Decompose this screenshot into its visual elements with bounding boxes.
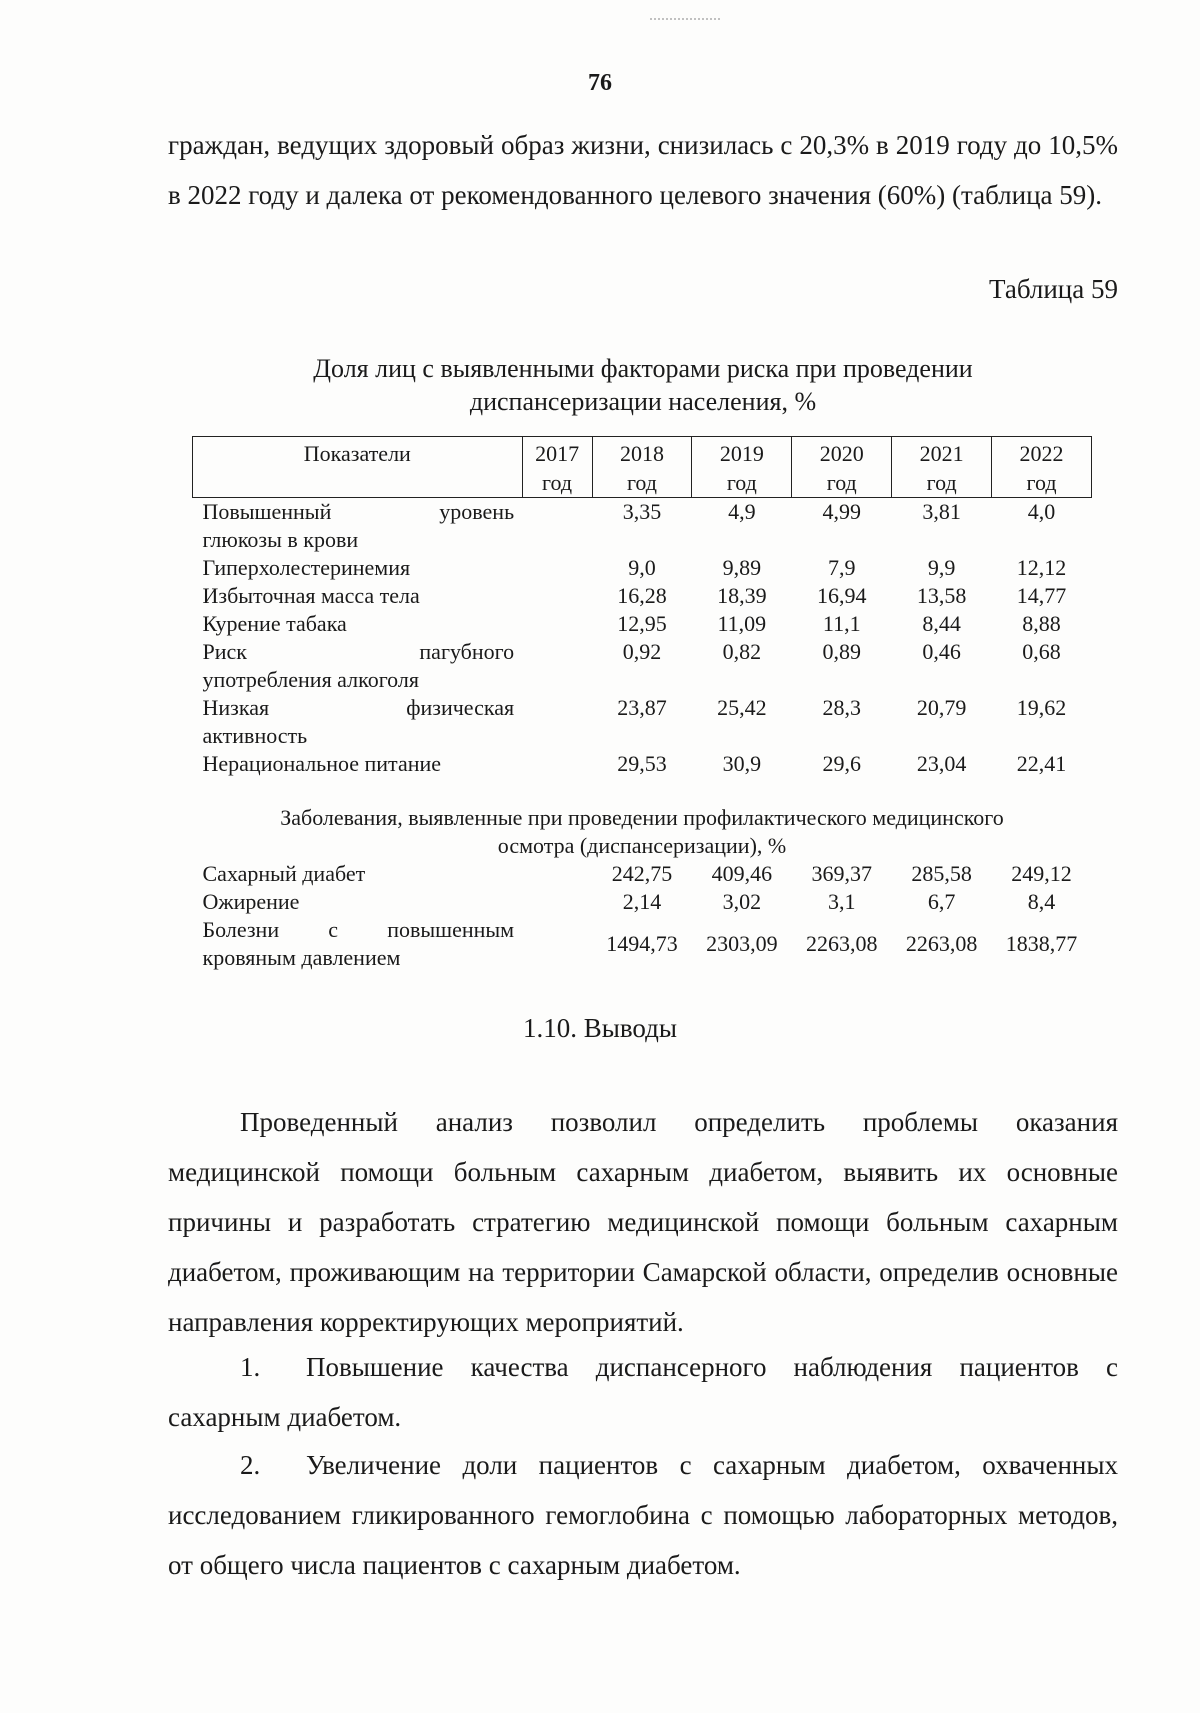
list-item: [168, 1440, 1118, 1590]
header-year: 2018 год: [592, 437, 692, 498]
row-label: Нерациональное питание: [202, 751, 442, 776]
table-cell: [522, 554, 592, 582]
table-cell: 9,0: [628, 555, 656, 580]
table-cell: [522, 638, 592, 694]
table-cell: 25,42: [717, 695, 767, 720]
subheader-line-1: Заболевания, выявленные при проведении профилактического медицинского: [280, 805, 1004, 830]
header-year: 2017 год: [522, 437, 592, 498]
table-cell: 16,28: [617, 583, 667, 608]
scan-artifact: [650, 18, 720, 26]
table-title-line-1: Доля лиц с выявленными факторами риска при проведении: [313, 354, 973, 383]
table-cell: 2263,08: [905, 931, 978, 956]
table-cell: 11,09: [717, 611, 767, 636]
table-cell: 18,39: [717, 583, 767, 608]
table-cell: 3,1: [827, 889, 856, 914]
table-cell: 14,77: [1016, 583, 1067, 608]
table-subheader-row: [193, 778, 1092, 860]
row-label: Избыточная масса тела: [202, 583, 420, 608]
table-row: [193, 888, 1092, 916]
table-title-line-2: диспансеризации населения, %: [469, 387, 817, 416]
table-label: Таблица 59: [989, 274, 1118, 304]
list-item-number: 1.: [240, 1352, 261, 1382]
table-cell: [522, 916, 592, 972]
table-cell: 409,46: [711, 861, 773, 886]
table-cell: 22,41: [1016, 751, 1067, 776]
list-item-text: Повышение качества диспансерного наблюдения пациентов с сахарным диабетом.: [168, 1352, 1118, 1432]
row-label: Гиперхолестеринемия: [202, 555, 411, 580]
table-cell: 29,6: [822, 751, 861, 776]
table-cell: 4,99: [822, 499, 861, 524]
table-row: [193, 860, 1092, 888]
header-year: 2022 год: [992, 437, 1092, 498]
table-cell: 8,4: [1027, 889, 1056, 914]
row-label: Ожирение: [202, 889, 300, 914]
table-cell: 1838,77: [1005, 931, 1078, 956]
table-cell: 2303,09: [706, 931, 778, 956]
header-year: 2019 год: [692, 437, 792, 498]
header-year: 2020 год: [792, 437, 892, 498]
table-cell: 8,88: [1022, 611, 1061, 636]
row-label: Сахарный диабет: [202, 861, 366, 886]
table-cell: 0,46: [922, 639, 961, 664]
table-row: [193, 916, 1092, 972]
page-number: 76: [588, 70, 612, 96]
table-cell: 3,02: [722, 889, 762, 914]
row-label: Риск пагубного употребления алкоголя: [202, 639, 515, 692]
table-cell: [522, 610, 592, 638]
list-item: [168, 1342, 1118, 1442]
table-cell: [522, 498, 592, 555]
table-row: [193, 610, 1092, 638]
table-row: [193, 694, 1092, 750]
table-cell: [522, 888, 592, 916]
table-cell: 1494,73: [606, 931, 678, 956]
risk-factors-table: [192, 436, 1092, 972]
table-cell: 0,92: [622, 639, 662, 664]
table-row: [193, 750, 1092, 778]
table-cell: 285,58: [911, 861, 972, 886]
table-cell: 29,53: [617, 751, 667, 776]
subheader-line-2: осмотра (диспансеризации), %: [497, 833, 787, 858]
table-cell: 9,9: [927, 555, 956, 580]
table-row: [193, 554, 1092, 582]
table-row: [193, 498, 1092, 555]
table-row: [193, 638, 1092, 694]
table-cell: 12,95: [617, 611, 667, 636]
list-item-text: Увеличение доли пациентов с сахарным диабетом, охваченных исследованием гликированного гемоглобина с помощью лабораторных методов, от общего числа пациентов с сахарным диабетом.: [168, 1450, 1118, 1580]
list-item-number: 2.: [240, 1450, 261, 1480]
table-cell: 0,82: [722, 639, 762, 664]
row-label: Курение табака: [202, 611, 347, 636]
table-cell: 23,87: [617, 695, 667, 720]
table-cell: 12,12: [1016, 555, 1067, 580]
intro-paragraph: граждан, ведущих здоровый образ жизни, снизилась с 20,3% в 2019 году до 10,5% в 2022 году и далека от рекомендованного целевого значения (60%) (таблица 59).: [168, 130, 1118, 210]
row-label: Повышенный уровень глюкозы в крови: [202, 499, 515, 552]
table-cell: 249,12: [1011, 861, 1072, 886]
header-year: 2021 год: [892, 437, 992, 498]
row-label: Низкая физическая активность: [202, 695, 515, 748]
table-cell: 3,35: [622, 499, 662, 524]
table-cell: [522, 750, 592, 778]
table-cell: 11,1: [822, 611, 861, 636]
table-cell: 23,04: [916, 751, 967, 776]
table-cell: 0,68: [1022, 639, 1061, 664]
table-cell: 13,58: [916, 583, 967, 608]
table-cell: 369,37: [811, 861, 872, 886]
table-cell: 2,14: [622, 889, 662, 914]
table-cell: 8,44: [922, 611, 961, 636]
table-cell: 9,89: [722, 555, 762, 580]
header-indicators: Показатели: [193, 437, 523, 498]
row-label: Болезни с повышенным кровяным давлением: [202, 917, 515, 970]
table-cell: 30,9: [722, 751, 762, 776]
table-cell: [522, 694, 592, 750]
table-cell: 3,81: [922, 499, 961, 524]
table-cell: 2263,08: [805, 931, 878, 956]
table-cell: 19,62: [1016, 695, 1067, 720]
table-cell: 242,75: [611, 861, 673, 886]
table-row: [193, 582, 1092, 610]
table-cell: 0,89: [822, 639, 861, 664]
table-cell: 16,94: [816, 583, 867, 608]
table-cell: [522, 860, 592, 888]
table-header-row: [193, 437, 1092, 498]
diseases-subheader: [193, 778, 1092, 860]
section-heading: 1.10. Выводы: [522, 1013, 678, 1043]
table-cell: 4,0: [1027, 499, 1056, 524]
table-cell: 6,7: [927, 889, 956, 914]
table-cell: 4,9: [728, 499, 756, 524]
table-cell: [522, 582, 592, 610]
conclusion-paragraph: Проведенный анализ позволил определить проблемы оказания медицинской помощи больным сахарным диабетом, выявить их основные причины и разработать стратегию медицинской помощи больным сахарным диабетом, проживающим на территории Самарской области, определив основные направления корректирующих мероприятий.: [168, 1107, 1118, 1337]
table-cell: 28,3: [822, 695, 861, 720]
table-cell: 7,9: [827, 555, 856, 580]
table-title: [168, 352, 1118, 418]
table-cell: 20,79: [916, 695, 967, 720]
